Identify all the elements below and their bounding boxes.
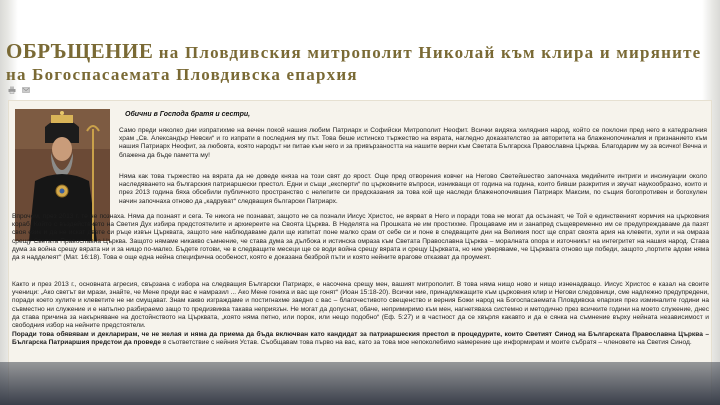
paragraph-5: [12, 331, 709, 351]
article-title: [6, 40, 714, 86]
article-tools: [8, 86, 30, 94]
paragraph-2: Няма как това тържество на вярата да не доведе княза на този свят до ярост. Още пред отворения ковчег на Негово Светейшество започнаха медийните интриги и инсинуации около наследяването на българския патриаршески престол. Едни и същи „експерти“ по църковните въпроси, изникващи от година на година, които бивши разкрития и звучат наукообразно, които и през 2013 година бяха обсебили публичното пространство с нелепите си предсказания за това кой ще наследи блаженопочившия Патриарх Максим, по същия богопротивен и богохулен начин започнаха отново да „кадруват“ следващия български Патриарх.: [119, 173, 707, 205]
paragraph-3: Впрочем, през 2013 г. те не познаха. Няма да познаят и сега. Те никога не познават, защото не са познали Иисус Христос, не вярват в Него и поради това не могат да осъзнаят, че Той е единственият кормчия на църковния кораб, Който с въздействието на Светия Дух избира предстоятелите и архиереите на Своята Църква. В Неделята на Прошката не им простихме. Прощаваме им и занапред същевременно им се предупреждаваме да пазят своя език и да не искат двете си ръце извън Църквата, защото ние наблюдаваме дали ще изпитат поне малко срам от себе си и поне в следващите дни на Великия пост ще спрат своята ария на клевети, хули и на омраза срещу Светата Православна Църква. Защото нямаме никакво съмнение, че става дума за дълбока и истинска омраза към Светата Православна Църква – моралната опора и източникът на интегритет на нашия народ. Става дума за война срещу вярата ни и за нищо по-малко. Бъдете готови, че в следващите месеци ще се води война срещу вярата и срещу Църквата, но ние уверяваме, че Църквата отново ще победи, защото „портите адови няма да я надделеят“ (Мат. 16:18). Това е още една нейна специфична особеност, която е доказана безброй пъти и която нейните врагове отказват да проумеят.: [12, 213, 709, 262]
bottom-overlay-band: [0, 362, 720, 405]
paragraph-4: Както и през 2013 г., основната агресия, свързана с избора на следващия Български Патриарх, е насочена срещу мен, вашият митрополит. В това няма нищо ново и нищо изненадващо. Иисус Христос е казал на своите ученици: „Ако светът ви мрази, знайте, че Мене преди вас е намразил ... Ако Мене гониха и вас ще гонят“ (Иоан 15:18-20). Всички ние, принадлежащите към църковния клир и Негови следовници, сме надлежно предупредени, поради което хулите и клеветите не ни смущават. Знам какво изграждаме и постигнахме заедно с вас – благочестивото свещенство и верния Божи народ на Богоспасаемата Пловдивска епархия през изминалите години на съвместно ни служение и е напълно разбираемо защо то предизвиква такава неприязън. Не могат да допуснат, обаче, непримиримо към мен, нагнетяваха системно и методично през всичките години на моето служение, днес да става причина за накърняване на достойнството на Църквата, „която няма петно, или порок, или нещо подобно“ (Еф. 5:27) и в частност да се хвърля какавто и да е сянка на съмнение върху нейната независимост и свободния избор на нейните предстоятели.: [12, 281, 709, 330]
article-title-prefix: ОБРЪЩЕНИЕ: [6, 39, 154, 63]
declaration-bold: Поради това обявявам и декларирам, че не желая и няма да приема да бъда включван като кандидат за патриаршеския престол в процедурите, които Светият Синод на Българската Православна Църква – Българска Патриаршия предстои да проведе: [12, 331, 709, 347]
article-title-rest: на Пловдивския митрополит Николай към клира и миряните на Богоспасаемата Пловдивска епархия: [6, 43, 702, 84]
declaration-rest: в съответствие с нейния Устав. Съобщавам това първо на вас, като за това мое непоколебимо намерение ще информирам и моите събратя – членовете на Светия Синод.: [161, 339, 692, 347]
paragraph-1: Само преди няколко дни изпратихме на вечен покой нашия любим Патриарх и Софийски Митрополит Неофит. Всички видяха хилядния народ, който се поклони пред него в катедралния храм „Св. Александър Невски“ и го изпрати в последния му път. Това беше истинско тържество на вярата, нагледно доказателство за авторитета на блаженопочиналия и признанието към нашия Патриарх Неофит, за любовта, която народът ни питае към него и за привързаността на нашите верни към Светата Българска Православна Църква. Благодарим му за всичко! Вечна и блажена да бъде паметта му!: [119, 127, 707, 159]
email-icon[interactable]: [22, 86, 30, 94]
article-body: [8, 100, 712, 405]
greeting: Обични в Господа братя и сестри,: [125, 111, 251, 118]
print-icon[interactable]: [8, 86, 16, 94]
